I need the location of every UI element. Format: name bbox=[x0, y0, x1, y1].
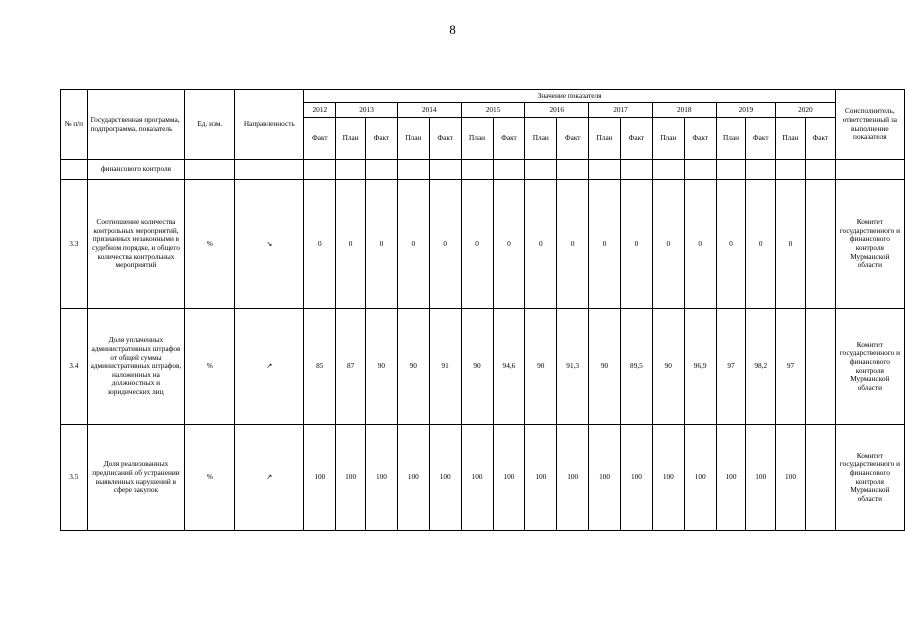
plan-header: План bbox=[652, 118, 684, 160]
year-header-2020: 2020 bbox=[776, 103, 836, 118]
plan-header: План bbox=[397, 118, 429, 160]
continuation-name: финансового контроля bbox=[87, 160, 185, 180]
fact-header: Факт bbox=[746, 118, 776, 160]
row-number: 3.5 bbox=[61, 425, 88, 531]
value-cell: 0 bbox=[776, 180, 806, 309]
value-cell bbox=[805, 425, 835, 531]
unit-cell: % bbox=[185, 425, 235, 531]
plan-header: План bbox=[716, 118, 746, 160]
value-cell: 0 bbox=[746, 180, 776, 309]
arrow-up-right-icon: ↗ bbox=[266, 472, 273, 482]
value-cell: 0 bbox=[493, 180, 525, 309]
value-cell: 0 bbox=[336, 180, 366, 309]
value-cell: 0 bbox=[684, 180, 716, 309]
unit-cell: % bbox=[185, 180, 235, 309]
value-cell: 90 bbox=[397, 309, 429, 425]
value-cell: 0 bbox=[429, 180, 461, 309]
value-cell: 100 bbox=[589, 425, 621, 531]
value-cell: 94,6 bbox=[493, 309, 525, 425]
value-cell: 85 bbox=[304, 309, 336, 425]
value-cell: 90 bbox=[652, 309, 684, 425]
fact-header: Факт bbox=[429, 118, 461, 160]
page-number: 8 bbox=[449, 22, 456, 37]
fact-header: Факт bbox=[557, 118, 589, 160]
value-cell: 96,9 bbox=[684, 309, 716, 425]
col-num-header: № п/п bbox=[61, 90, 88, 160]
value-cell: 100 bbox=[366, 425, 398, 531]
year-header-2019: 2019 bbox=[716, 103, 776, 118]
responsible-cell: Комитет государственного и финансового контроля Мурманской области bbox=[835, 309, 904, 425]
value-cell bbox=[805, 180, 835, 309]
value-cell: 90 bbox=[366, 309, 398, 425]
fact-header: Факт bbox=[621, 118, 653, 160]
value-cell: 100 bbox=[336, 425, 366, 531]
value-cell: 98,2 bbox=[746, 309, 776, 425]
direction-cell bbox=[235, 180, 304, 309]
value-cell: 87 bbox=[336, 309, 366, 425]
table-row bbox=[61, 180, 905, 309]
value-cell: 90 bbox=[461, 309, 493, 425]
plan-header: План bbox=[525, 118, 557, 160]
value-cell: 100 bbox=[716, 425, 746, 531]
value-cell: 90 bbox=[589, 309, 621, 425]
plan-header: План bbox=[589, 118, 621, 160]
fact-header: Факт bbox=[493, 118, 525, 160]
col-direction-header: Направленность bbox=[235, 90, 304, 160]
fact-header: Факт bbox=[805, 118, 835, 160]
row-number: 3.3 bbox=[61, 180, 88, 309]
value-cell: 0 bbox=[397, 180, 429, 309]
table-row bbox=[61, 309, 905, 425]
arrow-down-right-icon: ↘ bbox=[266, 238, 273, 248]
value-cell: 90 bbox=[525, 309, 557, 425]
year-header-2014: 2014 bbox=[397, 103, 461, 118]
year-header-2012: 2012 bbox=[304, 103, 336, 118]
value-cell: 0 bbox=[304, 180, 336, 309]
arrow-up-right-icon: ↗ bbox=[266, 361, 273, 371]
value-cell: 100 bbox=[776, 425, 806, 531]
value-cell: 0 bbox=[716, 180, 746, 309]
value-cell: 97 bbox=[776, 309, 806, 425]
row-number: 3.4 bbox=[61, 309, 88, 425]
value-cell: 100 bbox=[557, 425, 589, 531]
value-cell: 97 bbox=[716, 309, 746, 425]
value-group-header: Значение показателя bbox=[304, 90, 835, 103]
col-responsible-header: Соисполнитель, ответственный за выполнение показателя bbox=[835, 90, 904, 160]
indicator-name: Доля уплаченных административных штрафов от общей суммы административных штрафов, наложенных на должностных и юридических лиц bbox=[87, 309, 185, 425]
plan-header: План bbox=[461, 118, 493, 160]
value-cell: 100 bbox=[493, 425, 525, 531]
value-cell: 0 bbox=[621, 180, 653, 309]
plan-header: План bbox=[776, 118, 806, 160]
indicator-name: Доля реализованных предписаний об устранении выявленных нарушений в сфере закупок bbox=[87, 425, 185, 531]
continuation-row bbox=[61, 160, 905, 180]
fact-header: Факт bbox=[366, 118, 398, 160]
value-cell: 0 bbox=[589, 180, 621, 309]
direction-cell bbox=[235, 425, 304, 531]
value-cell bbox=[805, 309, 835, 425]
plan-header: План bbox=[336, 118, 366, 160]
unit-cell: % bbox=[185, 309, 235, 425]
value-cell: 100 bbox=[621, 425, 653, 531]
value-cell: 100 bbox=[652, 425, 684, 531]
year-header-2015: 2015 bbox=[461, 103, 525, 118]
value-cell: 100 bbox=[397, 425, 429, 531]
value-cell: 100 bbox=[461, 425, 493, 531]
col-name-header: Государственная программа, подпрограмма, показатель bbox=[87, 90, 185, 160]
value-cell: 0 bbox=[461, 180, 493, 309]
indicator-name: Соотношение количества контрольных мероприятий, признанных незаконными в судебном порядке, и общего количества контрольных мероприятий bbox=[87, 180, 185, 309]
value-cell: 91,3 bbox=[557, 309, 589, 425]
value-cell: 0 bbox=[652, 180, 684, 309]
value-cell: 100 bbox=[304, 425, 336, 531]
fact-header: Факт bbox=[684, 118, 716, 160]
value-cell: 0 bbox=[557, 180, 589, 309]
fact-header: Факт bbox=[304, 118, 336, 160]
value-cell: 100 bbox=[746, 425, 776, 531]
value-cell: 100 bbox=[525, 425, 557, 531]
value-cell: 89,5 bbox=[621, 309, 653, 425]
year-header-2016: 2016 bbox=[525, 103, 589, 118]
value-cell: 91 bbox=[429, 309, 461, 425]
year-header-2017: 2017 bbox=[589, 103, 653, 118]
col-unit-header: Ед. изм. bbox=[185, 90, 235, 160]
indicators-table bbox=[60, 89, 905, 531]
direction-cell bbox=[235, 309, 304, 425]
value-cell: 100 bbox=[429, 425, 461, 531]
year-header-2013: 2013 bbox=[336, 103, 398, 118]
table-row bbox=[61, 425, 905, 531]
value-cell: 0 bbox=[525, 180, 557, 309]
year-header-2018: 2018 bbox=[652, 103, 716, 118]
responsible-cell: Комитет государственного и финансового контроля Мурманской области bbox=[835, 425, 904, 531]
value-cell: 0 bbox=[366, 180, 398, 309]
responsible-cell: Комитет государственного и финансового контроля Мурманской области bbox=[835, 180, 904, 309]
value-cell: 100 bbox=[684, 425, 716, 531]
